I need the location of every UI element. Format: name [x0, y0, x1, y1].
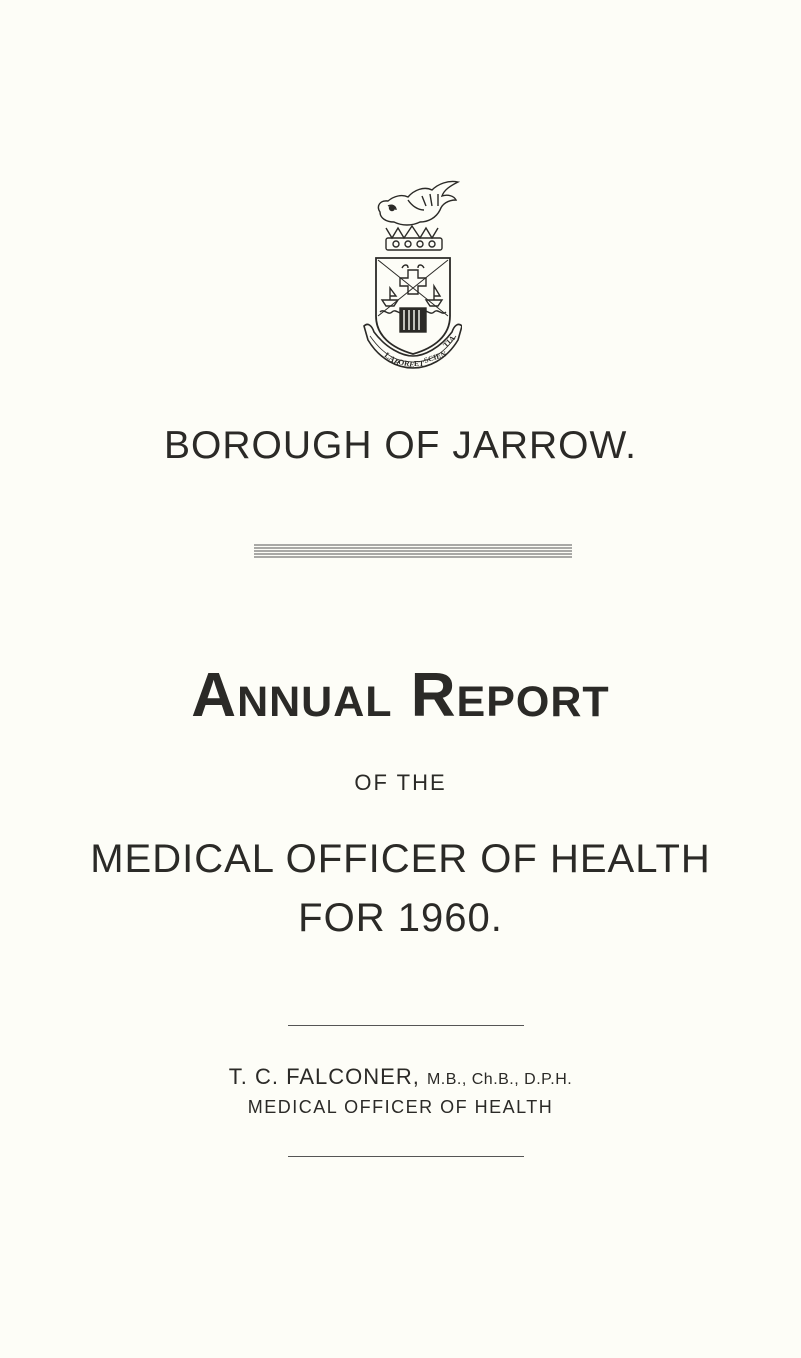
borough-heading: BOROUGH OF JARROW.: [163, 424, 637, 467]
divider-top: [288, 1025, 524, 1026]
svg-text:LAB: LAB: [382, 350, 402, 368]
borough-crest-icon: [362, 176, 462, 370]
author-qualifications: M.B., Ch.B., D.P.H.: [426, 1071, 573, 1088]
of-the-label: OF THE: [354, 770, 447, 795]
report-year: FOR 1960.: [298, 896, 503, 940]
svg-text:TIA: TIA: [441, 333, 457, 350]
svg-text:SCIEN: SCIEN: [422, 349, 448, 365]
author-name: T. C. FALCONER,: [228, 1064, 420, 1089]
report-title: Annual Report: [191, 661, 610, 730]
author-line: [0, 1064, 801, 1090]
officer-title: MEDICAL OFFICER OF HEALTH: [90, 837, 711, 881]
divider-bottom: [288, 1156, 524, 1157]
svg-text:ET: ET: [414, 359, 425, 368]
svg-text:ORE: ORE: [397, 357, 416, 370]
double-rule-divider: [254, 543, 572, 559]
author-position: MEDICAL OFFICER OF HEALTH: [247, 1097, 554, 1117]
